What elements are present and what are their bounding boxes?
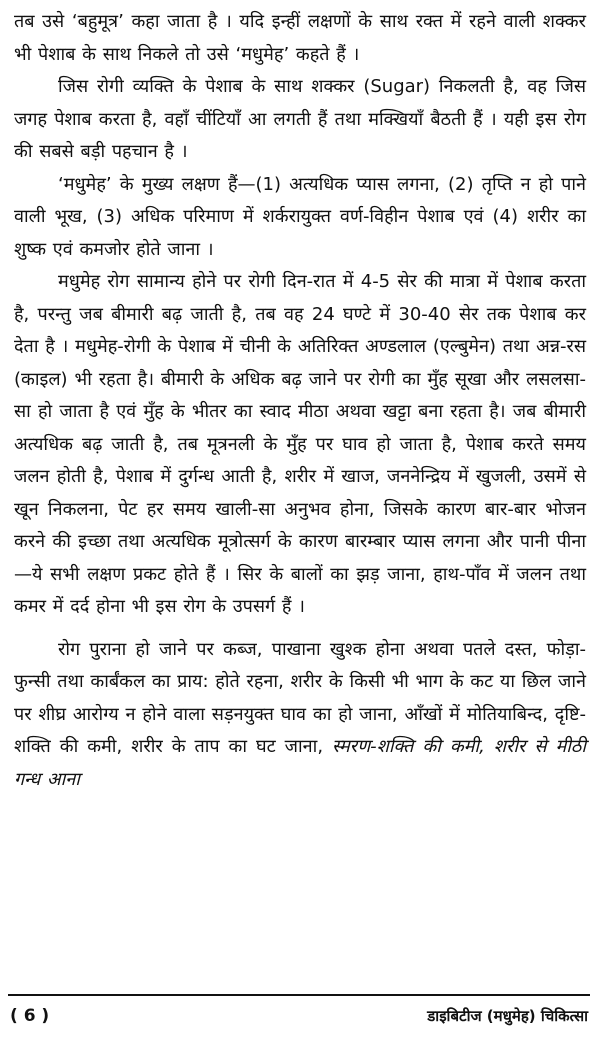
- book-title: डाइबिटीज (मधुमेह) चिकित्सा: [427, 1007, 588, 1025]
- paragraph-5-text: रोग पुराना हो जाने पर कब्ज, पाखाना खुश्क होना अथवा पतले दस्त, फोड़ा-फुन्सी तथा कार्बंकल का प्राय: होते रहना, शरीर के किसी भी भाग के कट या छिल जाने पर शीघ्र आरोग्य न होने वाला सड़नयुक्त घाव का हो जाना, आँखों में मोतियाबिन्द, दृष्टि-शक्ति की कमी, शरीर के ताप का घट जाना,: [14, 638, 586, 757]
- paragraph-1-text: तब उसे ‘बहुमूत्र’ कहा जाता है । यदि इन्हीं लक्षणों के साथ रक्त में रहने वाली शक्कर भी पेशाब के साथ निकले तो उसे ‘मधुमेह’ कहते हैं ।: [14, 11, 586, 65]
- footer-divider: [8, 994, 590, 996]
- paragraph-1: [14, 6, 586, 71]
- paragraph-5: [14, 634, 586, 797]
- paragraph-gap: [14, 624, 586, 634]
- paragraph-4: [14, 266, 586, 624]
- page-number: ( 6 ): [10, 1006, 50, 1026]
- paragraph-2: [14, 71, 586, 169]
- paragraph-3-text: ‘मधुमेह’ के मुख्य लक्षण हैं—(1) अत्यधिक प्यास लगना, (2) तृप्ति न हो पाने वाली भूख, (3) अधिक परिमाण में शर्करायुक्त वर्ण-विहीन पेशाब एवं (4) शरीर का शुष्क एवं कमजोर होते जाना ।: [14, 173, 586, 260]
- paragraph-5-italic-text: स्मरण-शक्ति की कमी, शरीर से मीठी गन्ध आना: [14, 736, 586, 790]
- page-body: [14, 6, 586, 796]
- paragraph-2-text: जिस रोगी व्यक्ति के पेशाब के साथ शक्कर (Sugar) निकलती है, वह जिस जगह पेशाब करता है, वहाँ चींटियाँ आ लगती हैं तथा मक्खियाँ बैठती हैं । यही इस रोग की सबसे बड़ी पहचान है ।: [14, 76, 586, 162]
- paragraph-4-text: मधुमेह रोग सामान्य होने पर रोगी दिन-रात में 4-5 सेर की मात्रा में पेशाब करता है, परन्तु जब बीमारी बढ़ जाती है, तब वह 24 घण्टे में 30-40 सेर तक पेशाब कर देता है । मधुमेह-रोगी के पेशाब में चीनी के अतिरिक्त अण्डलाल (एल्बुमेन) तथा अन्न-रस (काइल) भी रहता है। बीमारी के अधिक बढ़ जाने पर रोगी का मुँह सूखा और लसलसा-सा हो जाता है एवं मुँह के भीतर का स्वाद मीठा अथवा खट्टा बना रहता है। जब बीमारी अत्यधिक बढ़ जाती है, तब मूत्रनली के मुँह पर घाव हो जाता है, पेशाब करते समय जलन होती है, पेशाब में दुर्गन्ध आती है, शरीर में खाज, जननेन्द्रिय में खुजली, उसमें से खून निकलना, पेट हर समय खाली-सा अनुभव होना, जिसके कारण बार-बार भोजन करने की इच्छा तथा अत्यधिक मूत्रोत्सर्ग के कारण बारम्बार प्यास लगना और पानी पीना—ये सभी लक्षण प्रकट होते हैं । सिर के बालों का झड़ जाना, हाथ-पाँव में जलन तथा कमर में दर्द होना भी इस रोग के उपसर्ग हैं ।: [14, 271, 586, 617]
- page-footer: [10, 1006, 588, 1026]
- paragraph-3: [14, 169, 586, 267]
